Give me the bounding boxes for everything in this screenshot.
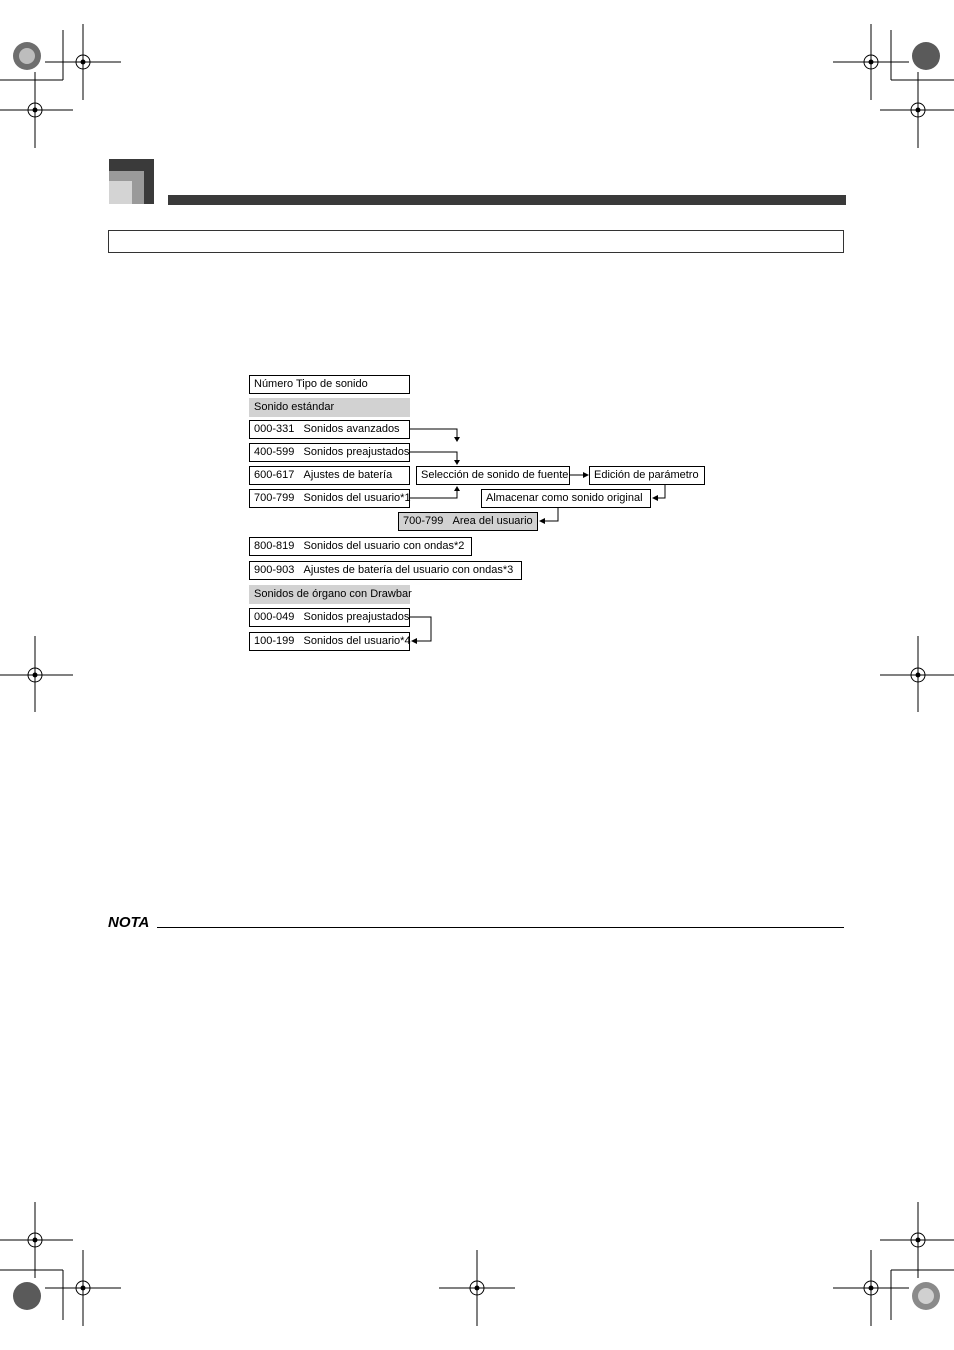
select-source-box: Selección de sonido de fuente (416, 466, 570, 485)
row-code: 700-799 (254, 492, 295, 504)
header-rule (168, 195, 846, 205)
standard-section-label: Sonido estándar (249, 398, 410, 417)
row-drawbar-user (249, 632, 410, 651)
edit-parameter-box: Edición de parámetro (589, 466, 705, 485)
diagram-header-row: Número Tipo de sonido (249, 375, 410, 394)
row-user-wave-drums (249, 561, 522, 580)
row-code: 000-049 (254, 611, 295, 623)
row-label: Ajustes de batería del usuario con ondas*3 (303, 564, 514, 576)
row-code: 100-199 (254, 635, 295, 647)
row-preset-sounds (249, 443, 410, 462)
store-original-box: Almacenar como sonido original (481, 489, 651, 508)
row-drum-sets (249, 466, 410, 485)
row-label: Ajustes de batería (303, 469, 393, 481)
row-code: 000-331 (254, 423, 295, 435)
user-area-label: Area del usuario (452, 515, 533, 527)
user-area-box (398, 512, 538, 531)
row-code: 800-819 (254, 540, 295, 552)
row-user-wave-sounds (249, 537, 472, 556)
row-advanced-sounds (249, 420, 410, 439)
section-title-box (108, 230, 844, 253)
chapter-marker-light (109, 181, 132, 204)
row-label: Sonidos del usuario*1 (303, 492, 411, 504)
note-heading: NOTA (108, 914, 150, 931)
drawbar-section-label: Sonidos de órgano con Drawbar (249, 585, 410, 604)
row-label: Sonidos del usuario con ondas*2 (303, 540, 465, 552)
row-user-sounds (249, 489, 410, 508)
note-rule (157, 927, 844, 928)
row-label: Sonidos preajustados (303, 446, 410, 458)
row-label: Sonidos preajustados (303, 611, 410, 623)
user-area-code: 700-799 (403, 515, 444, 527)
row-code: 400-599 (254, 446, 295, 458)
row-drawbar-preset (249, 608, 410, 627)
row-label: Sonidos del usuario*4 (303, 635, 411, 647)
row-code: 600-617 (254, 469, 295, 481)
row-label: Sonidos avanzados (303, 423, 400, 435)
row-code: 900-903 (254, 564, 295, 576)
